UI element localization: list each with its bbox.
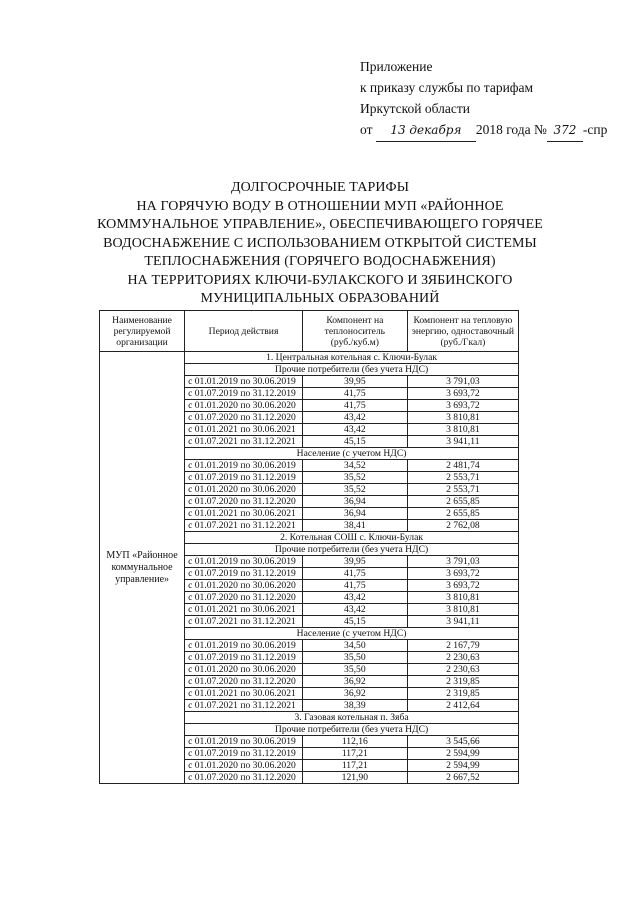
coolant-cell: 39,95 bbox=[302, 376, 407, 388]
appendix-line-2: к приказу службы по тарифам bbox=[360, 80, 534, 95]
coolant-cell: 41,75 bbox=[302, 388, 407, 400]
header-org-line: организации bbox=[116, 336, 168, 348]
coolant-cell: 35,50 bbox=[302, 652, 407, 664]
header-coolant bbox=[302, 311, 407, 352]
period-cell: с 01.01.2021 по 30.06.2021 bbox=[185, 508, 303, 520]
energy-cell: 2 230,63 bbox=[407, 652, 518, 664]
period-cell: с 01.01.2019 по 30.06.2019 bbox=[185, 460, 303, 472]
period-cell: с 01.07.2019 по 31.12.2019 bbox=[185, 748, 303, 760]
title-line-1: ДОЛГОСРОЧНЫЕ ТАРИФЫ bbox=[230, 180, 410, 195]
title-line-5: ТЕПЛОСНАБЖЕНИЯ (ГОРЯЧЕГО ВОДОСНАБЖЕНИЯ) bbox=[144, 254, 496, 269]
title-line-4: ВОДОСНАБЖЕНИЕ С ИСПОЛЬЗОВАНИЕМ ОТКРЫТОЙ СИСТЕМЫ bbox=[103, 235, 537, 251]
section-title: 1. Центральная котельная с. Ключи-Булак bbox=[185, 352, 519, 364]
coolant-cell: 36,94 bbox=[302, 496, 407, 508]
coolant-cell: 34,52 bbox=[302, 460, 407, 472]
coolant-cell: 35,52 bbox=[302, 484, 407, 496]
group-title: Прочие потребители (без учета НДС) bbox=[185, 544, 519, 556]
energy-cell: 2 667,52 bbox=[407, 772, 518, 784]
period-cell: с 01.01.2019 по 30.06.2019 bbox=[185, 640, 303, 652]
energy-cell: 2 230,63 bbox=[407, 664, 518, 676]
coolant-cell: 34,50 bbox=[302, 640, 407, 652]
energy-cell: 3 693,72 bbox=[407, 400, 518, 412]
period-cell: с 01.01.2020 по 30.06.2020 bbox=[185, 400, 303, 412]
coolant-cell: 41,75 bbox=[302, 400, 407, 412]
energy-cell: 3 810,81 bbox=[407, 412, 518, 424]
energy-cell: 3 693,72 bbox=[407, 580, 518, 592]
coolant-cell: 39,95 bbox=[302, 556, 407, 568]
energy-cell: 2 762,08 bbox=[407, 520, 518, 532]
organization-name-line: управление» bbox=[115, 573, 170, 585]
period-cell: с 01.07.2019 по 31.12.2019 bbox=[185, 472, 303, 484]
title-line-3: КОММУНАЛЬНОЕ УПРАВЛЕНИЕ», ОБЕСПЕЧИВАЮЩЕГО ГОРЯЧЕЕ bbox=[97, 217, 543, 232]
coolant-cell: 43,42 bbox=[302, 412, 407, 424]
period-cell: с 01.01.2020 по 30.06.2020 bbox=[185, 580, 303, 592]
group-title: Население (с учетом НДС) bbox=[185, 628, 519, 640]
energy-cell: 3 941,11 bbox=[407, 436, 518, 448]
header-energy-line: (руб./Гкал) bbox=[440, 336, 486, 348]
coolant-cell: 43,42 bbox=[302, 592, 407, 604]
header-energy-line: энергию, одноставочный bbox=[411, 325, 515, 337]
section-row bbox=[100, 352, 519, 364]
header-org-line: регулируемой bbox=[113, 325, 171, 337]
section-title: 3. Газовая котельная п. Зяба bbox=[185, 712, 519, 724]
coolant-cell: 35,50 bbox=[302, 664, 407, 676]
handwritten-date: 13 декабря bbox=[376, 120, 476, 142]
header-org bbox=[100, 311, 185, 352]
coolant-cell: 121,90 bbox=[302, 772, 407, 784]
period-cell: с 01.07.2021 по 31.12.2021 bbox=[185, 616, 303, 628]
coolant-cell: 41,75 bbox=[302, 568, 407, 580]
energy-cell: 3 791,03 bbox=[407, 556, 518, 568]
header-period: Период действия bbox=[185, 311, 303, 352]
period-cell: с 01.07.2021 по 31.12.2021 bbox=[185, 436, 303, 448]
energy-cell: 3 545,66 bbox=[407, 736, 518, 748]
coolant-cell: 36,92 bbox=[302, 688, 407, 700]
period-cell: с 01.07.2019 по 31.12.2019 bbox=[185, 568, 303, 580]
title-line-6: НА ТЕРРИТОРИЯХ КЛЮЧИ-БУЛАКСКОГО И ЗЯБИНСКОГО bbox=[127, 272, 513, 288]
organization-name-line: коммунальное bbox=[111, 561, 173, 573]
energy-cell: 2 553,71 bbox=[407, 484, 518, 496]
period-cell: с 01.07.2020 по 31.12.2020 bbox=[185, 412, 303, 424]
title-line-2: НА ГОРЯЧУЮ ВОДУ В ОТНОШЕНИИ МУП «РАЙОННОЕ bbox=[136, 198, 504, 214]
table-body bbox=[100, 352, 519, 784]
energy-cell: 3 693,72 bbox=[407, 568, 518, 580]
period-cell: с 01.07.2020 по 31.12.2020 bbox=[185, 676, 303, 688]
coolant-cell: 43,42 bbox=[302, 424, 407, 436]
period-cell: с 01.07.2020 по 31.12.2020 bbox=[185, 592, 303, 604]
period-cell: с 01.01.2021 по 30.06.2021 bbox=[185, 688, 303, 700]
energy-cell: 2 655,85 bbox=[407, 508, 518, 520]
energy-cell: 3 810,81 bbox=[407, 604, 518, 616]
period-cell: с 01.01.2021 по 30.06.2021 bbox=[185, 424, 303, 436]
coolant-cell: 45,15 bbox=[302, 436, 407, 448]
section-title: 2. Котельная СОШ с. Ключи-Булак bbox=[185, 532, 519, 544]
period-cell: с 01.01.2020 по 30.06.2020 bbox=[185, 484, 303, 496]
period-cell: с 01.01.2019 по 30.06.2019 bbox=[185, 376, 303, 388]
coolant-cell: 41,75 bbox=[302, 580, 407, 592]
coolant-cell: 38,39 bbox=[302, 700, 407, 712]
header-coolant-line: (руб./куб.м) bbox=[330, 336, 379, 348]
appendix-year-text: 2018 года № bbox=[475, 122, 547, 137]
period-cell: с 01.07.2019 по 31.12.2019 bbox=[185, 652, 303, 664]
table-header-row bbox=[100, 311, 519, 352]
organization-name bbox=[100, 352, 185, 784]
energy-cell: 3 810,81 bbox=[407, 592, 518, 604]
header-org-line: Наименование bbox=[112, 314, 172, 326]
period-cell: с 01.01.2021 по 30.06.2021 bbox=[185, 604, 303, 616]
appendix-suffix: -спр bbox=[582, 122, 608, 137]
energy-cell: 2 594,99 bbox=[407, 760, 518, 772]
coolant-cell: 35,52 bbox=[302, 472, 407, 484]
energy-cell: 3 810,81 bbox=[407, 424, 518, 436]
period-cell: с 01.01.2019 по 30.06.2019 bbox=[185, 556, 303, 568]
coolant-cell: 43,42 bbox=[302, 604, 407, 616]
period-cell: с 01.07.2020 по 31.12.2020 bbox=[185, 772, 303, 784]
period-cell: с 01.07.2019 по 31.12.2019 bbox=[185, 388, 303, 400]
energy-cell: 3 791,03 bbox=[407, 376, 518, 388]
period-cell: с 01.07.2021 по 31.12.2021 bbox=[185, 520, 303, 532]
document-title bbox=[60, 179, 580, 309]
coolant-cell: 36,92 bbox=[302, 676, 407, 688]
coolant-cell: 36,94 bbox=[302, 508, 407, 520]
period-cell: с 01.01.2020 по 30.06.2020 bbox=[185, 664, 303, 676]
energy-cell: 2 319,85 bbox=[407, 676, 518, 688]
coolant-cell: 117,21 bbox=[302, 748, 407, 760]
appendix-prefix: от bbox=[360, 122, 373, 137]
period-cell: с 01.07.2020 по 31.12.2020 bbox=[185, 496, 303, 508]
organization-name-line: МУП «Районное bbox=[106, 549, 178, 561]
energy-cell: 3 941,11 bbox=[407, 616, 518, 628]
energy-cell: 3 693,72 bbox=[407, 388, 518, 400]
energy-cell: 2 594,99 bbox=[407, 748, 518, 760]
period-cell: с 01.07.2021 по 31.12.2021 bbox=[185, 700, 303, 712]
appendix-line-1: Приложение bbox=[360, 59, 433, 74]
coolant-cell: 117,21 bbox=[302, 760, 407, 772]
period-cell: с 01.01.2019 по 30.06.2019 bbox=[185, 736, 303, 748]
energy-cell: 2 481,74 bbox=[407, 460, 518, 472]
coolant-cell: 38,41 bbox=[302, 520, 407, 532]
group-title: Население (с учетом НДС) bbox=[185, 448, 519, 460]
appendix-block bbox=[360, 56, 607, 142]
energy-cell: 2 412,64 bbox=[407, 700, 518, 712]
header-coolant-line: Компонент на bbox=[326, 314, 384, 326]
group-title: Прочие потребители (без учета НДС) bbox=[185, 364, 519, 376]
coolant-cell: 112,16 bbox=[302, 736, 407, 748]
coolant-cell: 45,15 bbox=[302, 616, 407, 628]
header-energy bbox=[407, 311, 518, 352]
header-coolant-line: теплоноситель bbox=[324, 325, 386, 337]
energy-cell: 2 553,71 bbox=[407, 472, 518, 484]
tariff-table bbox=[99, 310, 519, 784]
handwritten-number: 372 bbox=[547, 120, 583, 142]
energy-cell: 2 319,85 bbox=[407, 688, 518, 700]
header-energy-line: Компонент на тепловую bbox=[413, 314, 513, 326]
group-title: Прочие потребители (без учета НДС) bbox=[185, 724, 519, 736]
energy-cell: 2 655,85 bbox=[407, 496, 518, 508]
appendix-date-line bbox=[360, 119, 607, 142]
energy-cell: 2 167,79 bbox=[407, 640, 518, 652]
period-cell: с 01.01.2020 по 30.06.2020 bbox=[185, 760, 303, 772]
appendix-line-3: Иркутской области bbox=[360, 101, 471, 116]
title-line-7: МУНИЦИПАЛЬНЫХ ОБРАЗОВАНИЙ bbox=[200, 291, 440, 306]
